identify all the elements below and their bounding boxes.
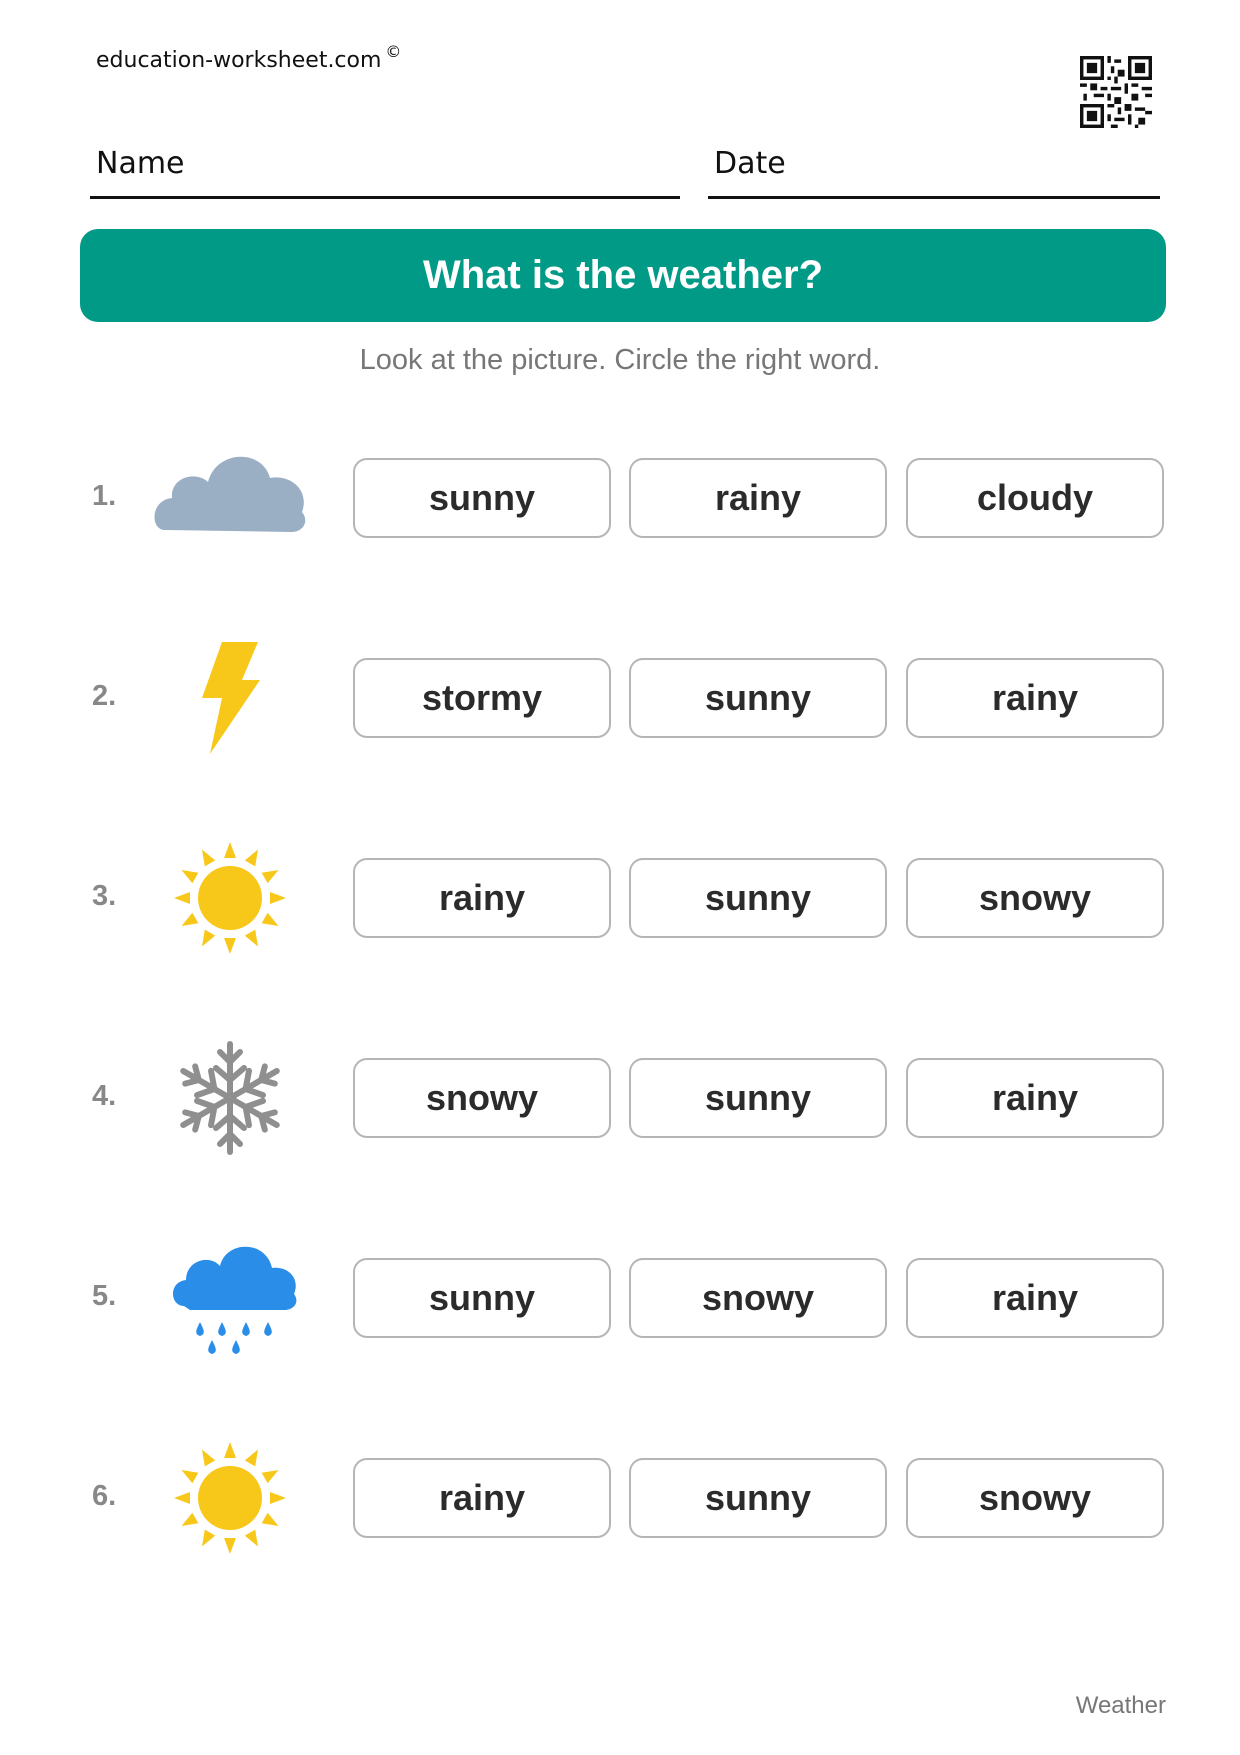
answer-option[interactable]: snowy [906, 858, 1164, 938]
worksheet-title: What is the weather? [422, 253, 824, 297]
answer-option[interactable]: rainy [353, 858, 611, 938]
sun-icon [150, 818, 310, 978]
date-label: Date [714, 146, 786, 181]
instruction-text: Look at the picture. Circle the right word. [359, 344, 881, 376]
question-number: 6. [92, 1480, 117, 1512]
answer-option[interactable]: sunny [353, 1258, 611, 1338]
lightning-icon [150, 618, 310, 778]
answer-option[interactable]: rainy [906, 1258, 1164, 1338]
answer-option[interactable]: sunny [629, 1458, 887, 1538]
question-row [0, 658, 1240, 742]
question-number: 1. [92, 480, 117, 512]
question-row [0, 858, 1240, 942]
question-row [0, 1258, 1240, 1342]
answer-option[interactable]: snowy [353, 1058, 611, 1138]
copyright-symbol: © [385, 42, 402, 61]
answer-option[interactable]: rainy [629, 458, 887, 538]
answer-option[interactable]: sunny [629, 1058, 887, 1138]
site-name [96, 42, 402, 73]
answer-option[interactable]: sunny [353, 458, 611, 538]
footer-topic: Weather [1075, 1692, 1166, 1719]
answer-option[interactable]: sunny [629, 658, 887, 738]
date-field[interactable] [708, 140, 1160, 199]
snowflake-icon [150, 1018, 310, 1178]
rain-cloud-icon [150, 1218, 310, 1378]
answer-option[interactable]: rainy [906, 658, 1164, 738]
answer-option[interactable]: stormy [353, 658, 611, 738]
answer-option[interactable]: snowy [906, 1458, 1164, 1538]
answer-option[interactable]: rainy [906, 1058, 1164, 1138]
title-banner [80, 229, 1166, 322]
site-name-text: education-worksheet.com [96, 48, 382, 73]
name-field[interactable] [90, 140, 680, 199]
question-number: 3. [92, 880, 117, 912]
answer-option[interactable]: rainy [353, 1458, 611, 1538]
question-number: 2. [92, 680, 117, 712]
answer-option[interactable]: snowy [629, 1258, 887, 1338]
name-label: Name [96, 146, 185, 181]
question-number: 4. [92, 1080, 117, 1112]
cloud-icon [150, 418, 310, 578]
question-row [0, 458, 1240, 542]
sun-icon [150, 1418, 310, 1578]
question-row [0, 1058, 1240, 1142]
answer-option[interactable]: cloudy [906, 458, 1164, 538]
question-row [0, 1458, 1240, 1542]
qr-code-icon [1080, 56, 1152, 128]
answer-option[interactable]: sunny [629, 858, 887, 938]
question-number: 5. [92, 1280, 117, 1312]
